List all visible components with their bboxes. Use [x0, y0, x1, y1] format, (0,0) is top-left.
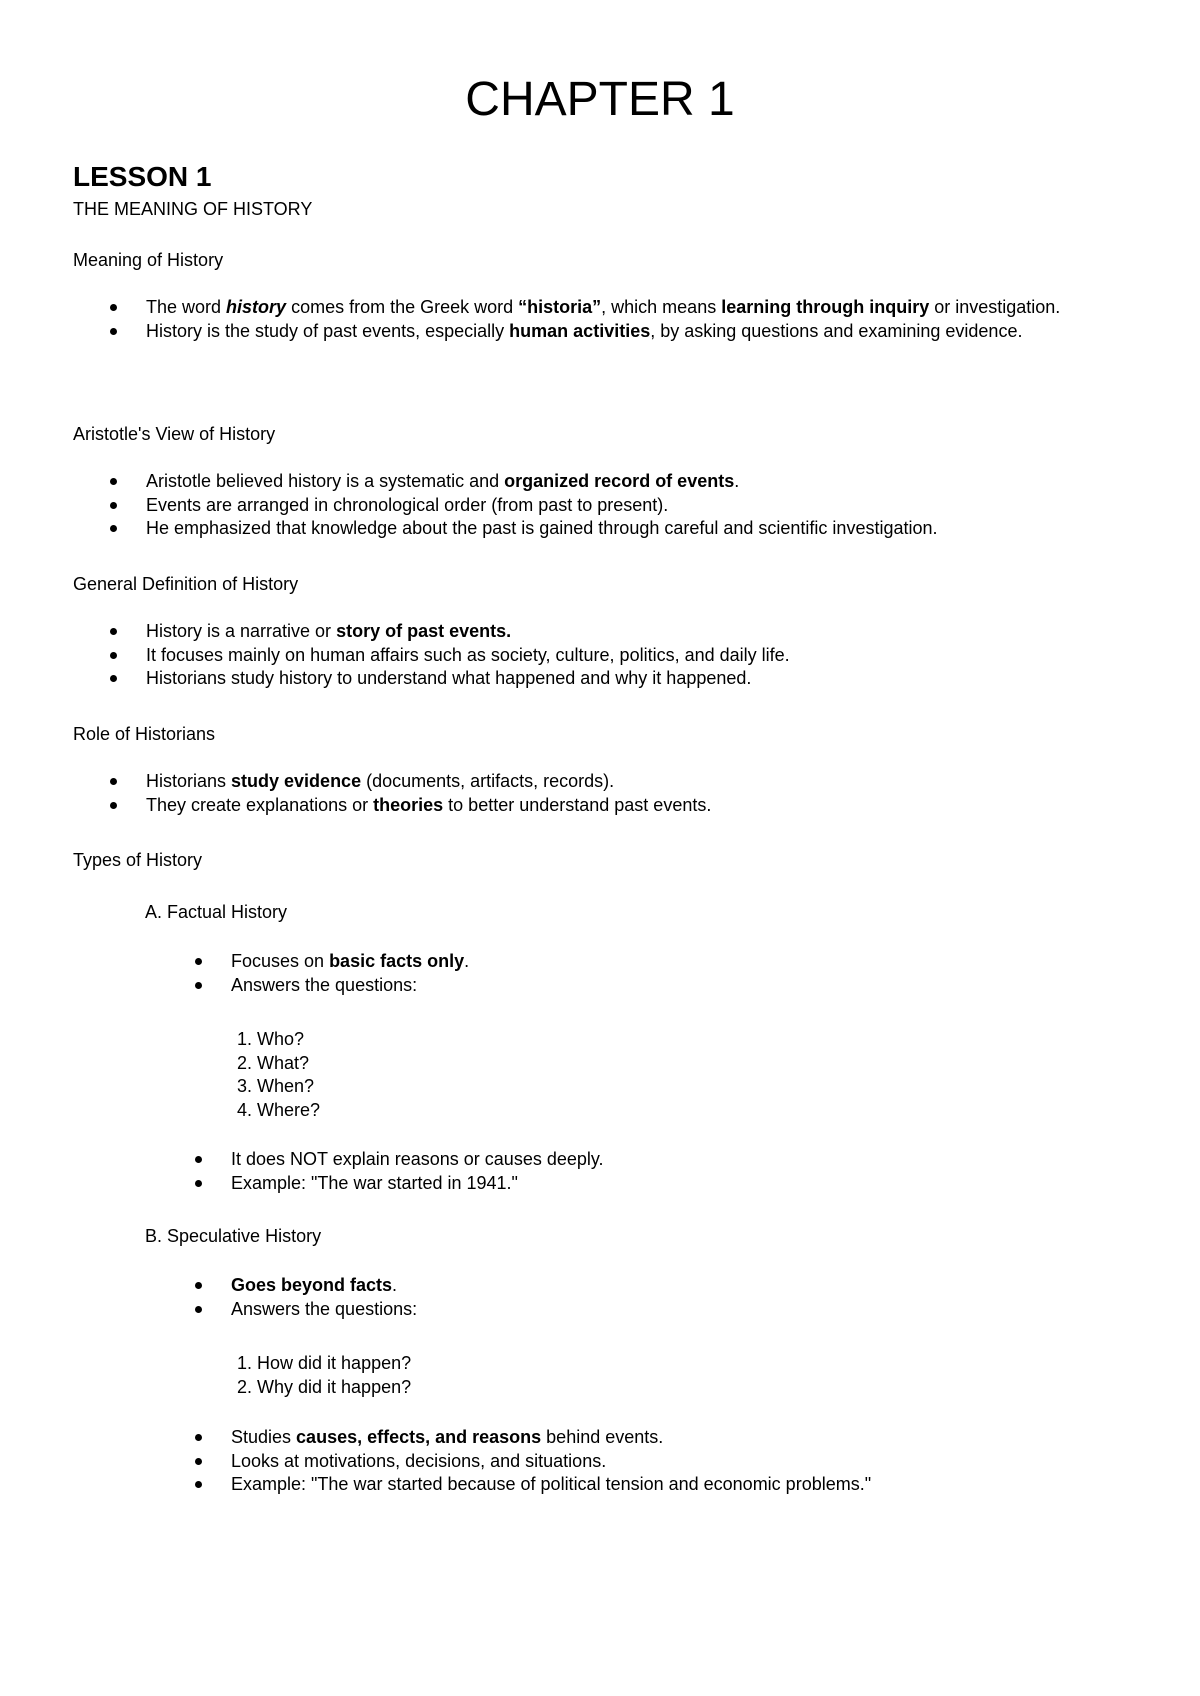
list-item: [146, 296, 1136, 320]
section-heading-aristotle: Aristotle's View of History: [73, 424, 276, 444]
text-run: Goes beyond facts: [231, 1275, 393, 1295]
list-item: [146, 620, 1136, 644]
text-run: behind events.: [541, 1427, 664, 1447]
text-run: organized record of events: [504, 471, 735, 491]
list-item: [231, 1426, 1131, 1450]
list-item: [146, 770, 1136, 794]
factual-bullet-list-1: [231, 950, 1131, 997]
section-heading-historians: Role of Historians: [73, 724, 216, 744]
list-item: Example: "The war started in 1941.": [231, 1172, 1131, 1196]
factual-question-list: [237, 1028, 320, 1122]
meaning-bullet-list: [146, 296, 1136, 343]
aristotle-bullet-list: [146, 470, 1136, 541]
text-run: to better understand past events.: [443, 794, 712, 815]
subsection-heading-factual: A. Factual History: [145, 902, 288, 922]
section-heading-meaning: Meaning of History: [73, 250, 224, 270]
text-run: history: [226, 297, 287, 317]
text-run: or investigation.: [929, 297, 1061, 317]
list-item: Answers the questions:: [231, 1298, 1131, 1322]
list-item: [146, 794, 1136, 818]
topic-title: THE MEANING OF HISTORY: [73, 199, 313, 219]
text-run: .: [464, 951, 470, 971]
list-item: [146, 320, 1136, 344]
chapter-title: CHAPTER 1: [465, 73, 735, 126]
text-run: story of past events.: [336, 621, 512, 641]
list-item: 1. Who?: [237, 1029, 305, 1049]
text-run: The word: [146, 297, 227, 317]
section-heading-general: General Definition of History: [73, 574, 299, 594]
text-run: Historians: [146, 771, 232, 791]
text-run: History is the study of past events, especially: [146, 320, 510, 341]
text-run: basic facts only: [329, 951, 465, 971]
section-heading-types: Types of History: [73, 850, 203, 870]
list-item: [231, 1274, 1131, 1298]
list-item: Looks at motivations, decisions, and situations.: [231, 1450, 1131, 1474]
list-item: He emphasized that knowledge about the past is gained through careful and scientific investigation.: [146, 517, 1136, 541]
list-item: It focuses mainly on human affairs such as society, culture, politics, and daily life.: [146, 644, 1136, 668]
text-run: .: [734, 471, 740, 491]
list-item: 2. What?: [237, 1052, 310, 1073]
text-run: Studies: [231, 1427, 297, 1447]
historians-bullet-list: [146, 770, 1136, 817]
text-run: .: [392, 1275, 398, 1295]
speculative-question-list: [237, 1352, 411, 1399]
speculative-bullet-list-1: [231, 1274, 1131, 1321]
text-run: study evidence: [231, 771, 362, 791]
list-item: 4. Where?: [237, 1099, 321, 1120]
general-bullet-list: [146, 620, 1136, 691]
list-item: 1. How did it happen?: [237, 1353, 412, 1373]
factual-bullet-list-2: [231, 1148, 1131, 1195]
list-item: 3. When?: [237, 1076, 315, 1096]
text-run: theories: [373, 794, 444, 815]
text-run: learning through inquiry: [721, 297, 930, 317]
list-item: Example: "The war started because of political tension and economic problems.": [231, 1473, 1131, 1497]
text-run: , by asking questions and examining evidence.: [650, 320, 1023, 341]
list-item: Historians study history to understand what happened and why it happened.: [146, 667, 1136, 691]
list-item: 2. Why did it happen?: [237, 1376, 412, 1397]
text-run: causes, effects, and reasons: [296, 1427, 542, 1447]
text-run: History is a narrative or: [146, 621, 337, 641]
speculative-bullet-list-2: [231, 1426, 1131, 1497]
list-item: Answers the questions:: [231, 974, 1131, 998]
text-run: human activities: [509, 320, 651, 341]
text-run: comes from the Greek word: [286, 297, 519, 317]
list-item: Events are arranged in chronological order (from past to present).: [146, 494, 1136, 518]
lesson-title: LESSON 1: [73, 161, 212, 192]
text-run: Aristotle believed history is a systematic and: [146, 471, 505, 491]
list-item: [146, 470, 1136, 494]
subsection-heading-speculative: B. Speculative History: [145, 1226, 322, 1246]
text-run: “historia”: [518, 297, 602, 317]
text-run: Focuses on: [231, 951, 330, 971]
text-run: (documents, artifacts, records).: [361, 771, 615, 791]
text-run: They create explanations or: [146, 794, 374, 815]
text-run: , which means: [601, 297, 722, 317]
list-item: [231, 950, 1131, 974]
list-item: It does NOT explain reasons or causes deeply.: [231, 1148, 1131, 1172]
